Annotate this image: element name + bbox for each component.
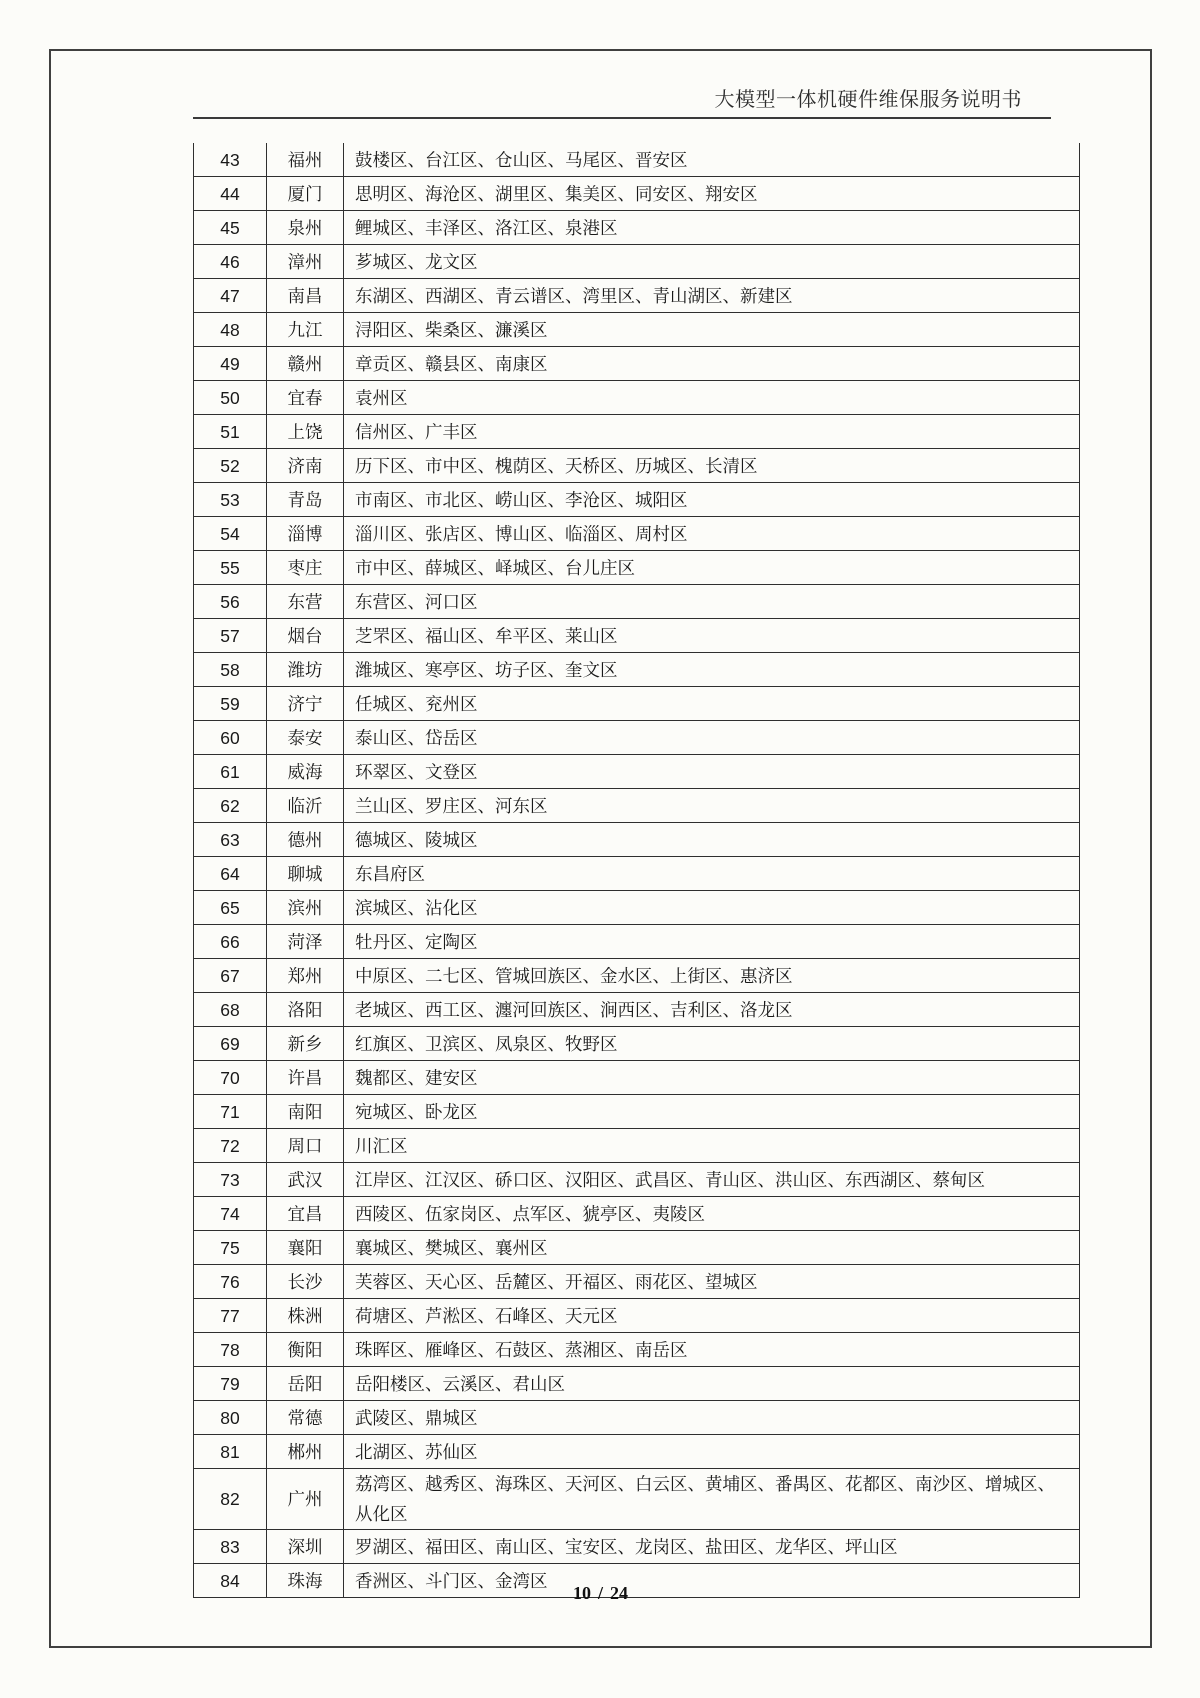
row-number-cell: 61 <box>194 755 267 789</box>
table-row <box>194 891 1080 925</box>
districts-cell: 东营区、河口区 <box>344 585 1080 619</box>
row-number-cell: 70 <box>194 1061 267 1095</box>
row-number-cell: 58 <box>194 653 267 687</box>
districts-table-body <box>194 143 1080 1598</box>
row-number-cell: 49 <box>194 347 267 381</box>
districts-cell: 思明区、海沧区、湖里区、集美区、同安区、翔安区 <box>344 177 1080 211</box>
city-cell: 许昌 <box>267 1061 344 1095</box>
table-row <box>194 1265 1080 1299</box>
city-cell: 株洲 <box>267 1299 344 1333</box>
table-row <box>194 1061 1080 1095</box>
city-cell: 南昌 <box>267 279 344 313</box>
row-number-cell: 76 <box>194 1265 267 1299</box>
districts-cell: 鼓楼区、台江区、仓山区、马尾区、晋安区 <box>344 143 1080 177</box>
districts-cell: 红旗区、卫滨区、凤泉区、牧野区 <box>344 1027 1080 1061</box>
row-number-cell: 71 <box>194 1095 267 1129</box>
table-row <box>194 1469 1080 1530</box>
city-cell: 泰安 <box>267 721 344 755</box>
table-row <box>194 585 1080 619</box>
row-number-cell: 81 <box>194 1435 267 1469</box>
row-number-cell: 74 <box>194 1197 267 1231</box>
table-row <box>194 1129 1080 1163</box>
districts-cell: 滨城区、沾化区 <box>344 891 1080 925</box>
row-number-cell: 73 <box>194 1163 267 1197</box>
districts-cell: 历下区、市中区、槐荫区、天桥区、历城区、长清区 <box>344 449 1080 483</box>
row-number-cell: 50 <box>194 381 267 415</box>
districts-cell: 鲤城区、丰泽区、洛江区、泉港区 <box>344 211 1080 245</box>
row-number-cell: 79 <box>194 1367 267 1401</box>
districts-cell: 荷塘区、芦淞区、石峰区、天元区 <box>344 1299 1080 1333</box>
districts-cell: 西陵区、伍家岗区、点军区、猇亭区、夷陵区 <box>344 1197 1080 1231</box>
districts-cell: 淄川区、张店区、博山区、临淄区、周村区 <box>344 517 1080 551</box>
row-number-cell: 77 <box>194 1299 267 1333</box>
table-row <box>194 449 1080 483</box>
row-number-cell: 65 <box>194 891 267 925</box>
districts-cell: 芗城区、龙文区 <box>344 245 1080 279</box>
districts-cell: 罗湖区、福田区、南山区、宝安区、龙岗区、盐田区、龙华区、坪山区 <box>344 1530 1080 1564</box>
city-cell: 赣州 <box>267 347 344 381</box>
page-header-title: 大模型一体机硬件维保服务说明书 <box>714 89 1022 111</box>
row-number-cell: 60 <box>194 721 267 755</box>
table-row <box>194 347 1080 381</box>
table-row <box>194 1231 1080 1265</box>
table-row <box>194 993 1080 1027</box>
row-number-cell: 52 <box>194 449 267 483</box>
row-number-cell: 67 <box>194 959 267 993</box>
districts-cell: 环翠区、文登区 <box>344 755 1080 789</box>
table-row <box>194 1333 1080 1367</box>
districts-cell: 魏都区、建安区 <box>344 1061 1080 1095</box>
table-row <box>194 211 1080 245</box>
table-row <box>194 551 1080 585</box>
row-number-cell: 66 <box>194 925 267 959</box>
districts-cell: 泰山区、岱岳区 <box>344 721 1080 755</box>
districts-cell: 东昌府区 <box>344 857 1080 891</box>
row-number-cell: 75 <box>194 1231 267 1265</box>
row-number-cell: 57 <box>194 619 267 653</box>
city-cell: 威海 <box>267 755 344 789</box>
table-top-rule <box>193 117 1051 119</box>
city-cell: 岳阳 <box>267 1367 344 1401</box>
city-cell: 滨州 <box>267 891 344 925</box>
row-number-cell: 43 <box>194 143 267 177</box>
city-cell: 泉州 <box>267 211 344 245</box>
row-number-cell: 59 <box>194 687 267 721</box>
city-cell: 长沙 <box>267 1265 344 1299</box>
footer-separator: / <box>597 1583 603 1603</box>
city-cell: 枣庄 <box>267 551 344 585</box>
city-cell: 济宁 <box>267 687 344 721</box>
districts-cell: 中原区、二七区、管城回族区、金水区、上街区、惠济区 <box>344 959 1080 993</box>
row-number-cell: 51 <box>194 415 267 449</box>
table-row <box>194 721 1080 755</box>
row-number-cell: 62 <box>194 789 267 823</box>
districts-cell: 牡丹区、定陶区 <box>344 925 1080 959</box>
districts-cell: 任城区、兖州区 <box>344 687 1080 721</box>
districts-cell: 德城区、陵城区 <box>344 823 1080 857</box>
city-cell: 南阳 <box>267 1095 344 1129</box>
districts-cell: 潍城区、寒亭区、坊子区、奎文区 <box>344 653 1080 687</box>
row-number-cell: 55 <box>194 551 267 585</box>
districts-cell: 信州区、广丰区 <box>344 415 1080 449</box>
city-cell: 淄博 <box>267 517 344 551</box>
districts-cell: 兰山区、罗庄区、河东区 <box>344 789 1080 823</box>
city-cell: 周口 <box>267 1129 344 1163</box>
districts-cell: 老城区、西工区、瀍河回族区、涧西区、吉利区、洛龙区 <box>344 993 1080 1027</box>
districts-cell: 岳阳楼区、云溪区、君山区 <box>344 1367 1080 1401</box>
city-cell: 深圳 <box>267 1530 344 1564</box>
table-row <box>194 823 1080 857</box>
table-row <box>194 755 1080 789</box>
row-number-cell: 82 <box>194 1469 267 1530</box>
city-cell: 德州 <box>267 823 344 857</box>
table-row <box>194 1027 1080 1061</box>
districts-cell: 章贡区、赣县区、南康区 <box>344 347 1080 381</box>
table-row <box>194 789 1080 823</box>
districts-cell: 市南区、市北区、崂山区、李沧区、城阳区 <box>344 483 1080 517</box>
city-cell: 宜昌 <box>267 1197 344 1231</box>
footer-page-number: 10 <box>572 1583 591 1603</box>
table-row <box>194 313 1080 347</box>
table-row <box>194 1401 1080 1435</box>
city-cell: 临沂 <box>267 789 344 823</box>
table-row <box>194 381 1080 415</box>
row-number-cell: 54 <box>194 517 267 551</box>
districts-cell: 芝罘区、福山区、牟平区、莱山区 <box>344 619 1080 653</box>
districts-table <box>193 143 1080 1598</box>
row-number-cell: 56 <box>194 585 267 619</box>
city-cell: 聊城 <box>267 857 344 891</box>
city-cell: 青岛 <box>267 483 344 517</box>
table-row <box>194 959 1080 993</box>
row-number-cell: 46 <box>194 245 267 279</box>
row-number-cell: 64 <box>194 857 267 891</box>
table-row <box>194 143 1080 177</box>
city-cell: 珠海 <box>267 1564 344 1598</box>
table-row <box>194 1367 1080 1401</box>
districts-cell: 江岸区、江汉区、硚口区、汉阳区、武昌区、青山区、洪山区、东西湖区、蔡甸区 <box>344 1163 1080 1197</box>
row-number-cell: 80 <box>194 1401 267 1435</box>
districts-cell: 香洲区、斗门区、金湾区 <box>344 1564 1080 1598</box>
districts-cell: 浔阳区、柴桑区、濂溪区 <box>344 313 1080 347</box>
table-row <box>194 279 1080 313</box>
table-row <box>194 653 1080 687</box>
districts-cell: 武陵区、鼎城区 <box>344 1401 1080 1435</box>
row-number-cell: 83 <box>194 1530 267 1564</box>
row-number-cell: 53 <box>194 483 267 517</box>
table-row <box>194 925 1080 959</box>
districts-cell: 芙蓉区、天心区、岳麓区、开福区、雨花区、望城区 <box>344 1265 1080 1299</box>
row-number-cell: 63 <box>194 823 267 857</box>
city-cell: 郑州 <box>267 959 344 993</box>
city-cell: 郴州 <box>267 1435 344 1469</box>
table-row <box>194 177 1080 211</box>
city-cell: 襄阳 <box>267 1231 344 1265</box>
city-cell: 广州 <box>267 1469 344 1530</box>
table-row <box>194 483 1080 517</box>
city-cell: 常德 <box>267 1401 344 1435</box>
city-cell: 菏泽 <box>267 925 344 959</box>
districts-cell: 川汇区 <box>344 1129 1080 1163</box>
table-row <box>194 1530 1080 1564</box>
table-row <box>194 1299 1080 1333</box>
table-row <box>194 517 1080 551</box>
city-cell: 济南 <box>267 449 344 483</box>
table-row <box>194 687 1080 721</box>
city-cell: 衡阳 <box>267 1333 344 1367</box>
city-cell: 潍坊 <box>267 653 344 687</box>
table-row <box>194 1197 1080 1231</box>
row-number-cell: 69 <box>194 1027 267 1061</box>
table-row <box>194 1435 1080 1469</box>
table-row <box>194 619 1080 653</box>
row-number-cell: 78 <box>194 1333 267 1367</box>
table-row <box>194 245 1080 279</box>
row-number-cell: 72 <box>194 1129 267 1163</box>
districts-cell: 袁州区 <box>344 381 1080 415</box>
city-cell: 漳州 <box>267 245 344 279</box>
districts-cell: 宛城区、卧龙区 <box>344 1095 1080 1129</box>
city-cell: 洛阳 <box>267 993 344 1027</box>
city-cell: 烟台 <box>267 619 344 653</box>
city-cell: 宜春 <box>267 381 344 415</box>
city-cell: 厦门 <box>267 177 344 211</box>
districts-cell: 荔湾区、越秀区、海珠区、天河区、白云区、黄埔区、番禺区、花都区、南沙区、增城区、从化区 <box>344 1469 1080 1530</box>
table-row <box>194 1163 1080 1197</box>
districts-cell: 珠晖区、雁峰区、石鼓区、蒸湘区、南岳区 <box>344 1333 1080 1367</box>
row-number-cell: 44 <box>194 177 267 211</box>
districts-cell: 北湖区、苏仙区 <box>344 1435 1080 1469</box>
row-number-cell: 45 <box>194 211 267 245</box>
table-row <box>194 857 1080 891</box>
districts-cell: 东湖区、西湖区、青云谱区、湾里区、青山湖区、新建区 <box>344 279 1080 313</box>
footer-total-pages: 24 <box>610 1583 628 1603</box>
districts-cell: 市中区、薛城区、峄城区、台儿庄区 <box>344 551 1080 585</box>
city-cell: 新乡 <box>267 1027 344 1061</box>
city-cell: 九江 <box>267 313 344 347</box>
city-cell: 东营 <box>267 585 344 619</box>
table-row <box>194 1095 1080 1129</box>
city-cell: 上饶 <box>267 415 344 449</box>
table-row <box>194 415 1080 449</box>
page-footer <box>49 1583 1152 1604</box>
row-number-cell: 47 <box>194 279 267 313</box>
city-cell: 福州 <box>267 143 344 177</box>
row-number-cell: 68 <box>194 993 267 1027</box>
city-cell: 武汉 <box>267 1163 344 1197</box>
row-number-cell: 48 <box>194 313 267 347</box>
districts-cell: 襄城区、樊城区、襄州区 <box>344 1231 1080 1265</box>
row-number-cell: 84 <box>194 1564 267 1598</box>
